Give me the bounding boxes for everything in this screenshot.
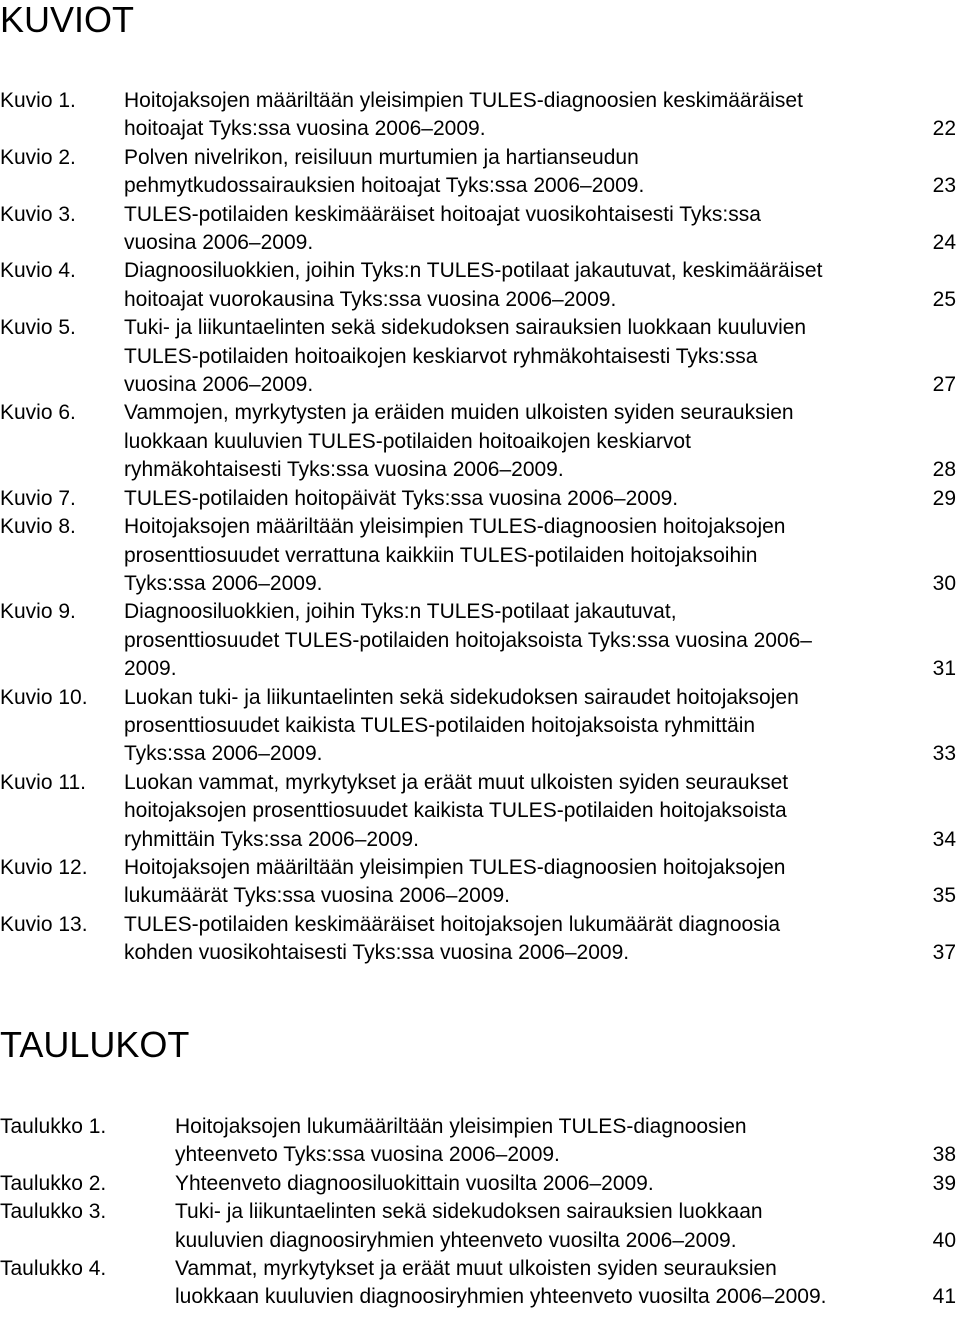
table-entry[interactable] bbox=[0, 1113, 960, 1170]
entry-page-number: 24 bbox=[932, 231, 956, 255]
entry-title-line: hoitoajat vuorokausina Tyks:ssa vuosina 2006–2009. bbox=[124, 287, 617, 311]
entry-page-number: 31 bbox=[932, 657, 956, 681]
entry-title-line: Vammojen, myrkytysten ja eräiden muiden ulkoisten syiden seurauksien bbox=[124, 401, 794, 425]
entry-page-number: 34 bbox=[932, 827, 956, 851]
entry-last-line bbox=[175, 1170, 960, 1198]
entry-body bbox=[175, 1170, 960, 1198]
entry-body bbox=[124, 769, 960, 854]
entry-label: Kuvio 4. bbox=[0, 259, 76, 283]
entry-body bbox=[124, 598, 960, 683]
table-entry[interactable] bbox=[0, 1198, 960, 1255]
entry-page-number: 30 bbox=[932, 571, 956, 595]
entry-body bbox=[124, 854, 960, 911]
taulukot-heading: TAULUKOT bbox=[0, 1024, 190, 1065]
entry-title-line: Luokan tuki- ja liikuntaelinten sekä sidekudoksen sairaudet hoitojaksojen bbox=[124, 685, 799, 709]
entry-last-line bbox=[124, 456, 960, 484]
entry-last-line bbox=[124, 570, 960, 598]
entry-title-line: lukumäärät Tyks:ssa vuosina 2006–2009. bbox=[124, 884, 511, 908]
entry-page-number: 22 bbox=[932, 117, 956, 141]
entry-title-line: prosenttiosuudet verrattuna kaikkiin TULES-potilaiden hoitojaksoihin bbox=[124, 543, 758, 567]
entry-title-line: Luokan vammat, myrkytykset ja eräät muut ulkoisten syiden seuraukset bbox=[124, 770, 789, 794]
entry-page-number: 40 bbox=[932, 1228, 956, 1252]
entry-page-number: 38 bbox=[932, 1143, 956, 1167]
entry-title-line: luokkaan kuuluvien diagnoosiryhmien yhteenveto vuosilta 2006–2009. bbox=[175, 1285, 827, 1309]
entry-body bbox=[124, 144, 960, 201]
table-entry[interactable] bbox=[0, 1170, 960, 1198]
entry-last-line bbox=[124, 655, 960, 683]
entry-title-line: TULES-potilaiden hoitopäivät Tyks:ssa vuosina 2006–2009. bbox=[124, 486, 679, 510]
entry-page-number: 28 bbox=[932, 458, 956, 482]
entry-label: Kuvio 11. bbox=[0, 770, 86, 794]
entry-title-line: kuuluvien diagnoosiryhmien yhteenveto vuosilta 2006–2009. bbox=[175, 1228, 737, 1252]
entry-title-line: Diagnoosiluokkien, joihin Tyks:n TULES-potilaat jakautuvat, bbox=[124, 600, 677, 624]
entry-title-line: luokkaan kuuluvien TULES-potilaiden hoitoaikojen keskiarvot bbox=[124, 429, 691, 453]
entry-title-line: Hoitojaksojen lukumääriltään yleisimpien TULES-diagnoosien bbox=[175, 1115, 747, 1138]
figure-entry[interactable] bbox=[0, 399, 960, 484]
kuviot-heading: KUVIOT bbox=[0, 0, 135, 40]
entry-last-line bbox=[175, 1227, 960, 1255]
figure-entry[interactable] bbox=[0, 769, 960, 854]
entry-title-line: pehmytkudossairauksien hoitoajat Tyks:ssa 2006–2009. bbox=[124, 174, 645, 198]
entry-title-line: Hoitojaksojen määriltään yleisimpien TULES-diagnoosien hoitojaksojen bbox=[124, 515, 786, 539]
entry-body bbox=[175, 1198, 960, 1255]
entry-title-line: Tuki- ja liikuntaelinten sekä sidekudoksen sairauksien luokkaan bbox=[175, 1200, 763, 1224]
entry-last-line bbox=[124, 115, 960, 143]
entry-last-line bbox=[124, 740, 960, 768]
entry-last-line bbox=[175, 1283, 960, 1311]
figure-list bbox=[0, 87, 960, 968]
entry-label: Kuvio 5. bbox=[0, 316, 76, 340]
entry-title-line: Polven nivelrikon, reisiluun murtumien ja hartianseudun bbox=[124, 145, 639, 169]
entry-page-number: 41 bbox=[932, 1285, 956, 1309]
entry-body bbox=[124, 485, 960, 513]
figure-entry[interactable] bbox=[0, 911, 960, 968]
entry-label: Taulukko 3. bbox=[0, 1200, 107, 1224]
entry-label: Kuvio 10. bbox=[0, 685, 88, 709]
entry-title-line: hoitoajat Tyks:ssa vuosina 2006–2009. bbox=[124, 117, 486, 141]
entry-body bbox=[124, 684, 960, 769]
entry-title-line: kohden vuosikohtaisesti Tyks:ssa vuosina 2006–2009. bbox=[124, 941, 630, 965]
entry-body bbox=[124, 911, 960, 968]
entry-title-line: prosenttiosuudet kaikista TULES-potilaiden hoitojaksoista ryhmittäin bbox=[124, 713, 756, 737]
figure-entry[interactable] bbox=[0, 854, 960, 911]
entry-title-line: Hoitojaksojen määriltään yleisimpien TULES-diagnoosien hoitojaksojen bbox=[124, 855, 786, 879]
entry-title-line: prosenttiosuudet TULES-potilaiden hoitojaksoista Tyks:ssa vuosina 2006– bbox=[124, 628, 812, 652]
entry-title-line: vuosina 2006–2009. bbox=[124, 231, 314, 255]
entry-title-line: Tuki- ja liikuntaelinten sekä sidekudoksen sairauksien luokkaan kuuluvien bbox=[124, 316, 807, 340]
entry-title-line: Diagnoosiluokkien, joihin Tyks:n TULES-potilaat jakautuvat, keskimääräiset bbox=[124, 259, 823, 283]
entry-last-line bbox=[124, 939, 960, 967]
entry-title-line: Vammat, myrkytykset ja eräät muut ulkoisten syiden seurauksien bbox=[175, 1257, 777, 1281]
entry-body bbox=[175, 1113, 960, 1170]
entry-page-number: 33 bbox=[932, 742, 956, 766]
entry-page-number: 37 bbox=[932, 941, 956, 965]
entry-label: Kuvio 1. bbox=[0, 89, 76, 112]
entry-page-number: 39 bbox=[932, 1171, 956, 1195]
entry-label: Kuvio 8. bbox=[0, 515, 76, 539]
entry-label: Taulukko 4. bbox=[0, 1257, 107, 1281]
entry-label: Kuvio 12. bbox=[0, 855, 88, 879]
entry-last-line bbox=[124, 286, 960, 314]
entry-label: Kuvio 2. bbox=[0, 145, 76, 169]
entry-body bbox=[124, 314, 960, 399]
figure-entry[interactable] bbox=[0, 598, 960, 683]
entry-label: Kuvio 9. bbox=[0, 600, 76, 624]
entry-body bbox=[124, 87, 960, 144]
entry-body bbox=[124, 201, 960, 258]
entry-title-line: Yhteenveto diagnoosiluokittain vuosilta 2006–2009. bbox=[175, 1171, 654, 1195]
entry-title-line: TULES-potilaiden keskimääräiset hoitoajat vuosikohtaisesti Tyks:ssa bbox=[124, 202, 761, 226]
table-list bbox=[0, 1113, 960, 1312]
entry-label: Kuvio 6. bbox=[0, 401, 76, 425]
figure-entry[interactable] bbox=[0, 513, 960, 598]
entry-title-line: yhteenveto Tyks:ssa vuosina 2006–2009. bbox=[175, 1143, 560, 1167]
figure-entry[interactable] bbox=[0, 257, 960, 314]
entry-page-number: 27 bbox=[932, 373, 956, 397]
figure-entry[interactable] bbox=[0, 201, 960, 258]
entry-title-line: vuosina 2006–2009. bbox=[124, 373, 314, 397]
entry-last-line bbox=[175, 1141, 960, 1169]
figure-entry[interactable] bbox=[0, 87, 960, 144]
entry-title-line: hoitojaksojen prosenttiosuudet kaikista TULES-potilaiden hoitojaksoista bbox=[124, 799, 787, 823]
entry-title-line: TULES-potilaiden hoitoaikojen keskiarvot ryhmäkohtaisesti Tyks:ssa bbox=[124, 344, 758, 368]
entry-body bbox=[175, 1255, 960, 1312]
entry-last-line bbox=[124, 229, 960, 257]
entry-body bbox=[124, 257, 960, 314]
figure-entry[interactable] bbox=[0, 684, 960, 769]
entry-title-line: Tyks:ssa 2006–2009. bbox=[124, 742, 323, 766]
entry-title-line: Hoitojaksojen määriltään yleisimpien TULES-diagnoosien keskimääräiset bbox=[124, 89, 803, 112]
table-entry[interactable] bbox=[0, 1255, 960, 1312]
entry-body bbox=[124, 513, 960, 598]
entry-title-line: 2009. bbox=[124, 657, 177, 681]
entry-label: Kuvio 3. bbox=[0, 202, 76, 226]
entry-title-line: Tyks:ssa 2006–2009. bbox=[124, 571, 323, 595]
entry-last-line bbox=[124, 172, 960, 200]
entry-last-line bbox=[124, 371, 960, 399]
figure-entry[interactable] bbox=[0, 314, 960, 399]
entry-last-line bbox=[124, 826, 960, 854]
entry-last-line bbox=[124, 485, 960, 513]
entry-title-line: TULES-potilaiden keskimääräiset hoitojaksojen lukumäärät diagnoosia bbox=[124, 912, 781, 936]
entry-title-line: ryhmittäin Tyks:ssa 2006–2009. bbox=[124, 827, 419, 851]
entry-label: Kuvio 7. bbox=[0, 486, 76, 510]
entry-last-line bbox=[124, 882, 960, 910]
entry-body bbox=[124, 399, 960, 484]
entry-page-number: 29 bbox=[932, 486, 956, 510]
entry-page-number: 35 bbox=[932, 884, 956, 908]
entry-page-number: 25 bbox=[932, 287, 956, 311]
entry-label: Taulukko 2. bbox=[0, 1171, 107, 1195]
entry-label: Kuvio 13. bbox=[0, 912, 88, 936]
entry-page-number: 23 bbox=[932, 174, 956, 198]
entry-label: Taulukko 1. bbox=[0, 1115, 107, 1138]
figure-entry[interactable] bbox=[0, 485, 960, 513]
figure-entry[interactable] bbox=[0, 144, 960, 201]
entry-title-line: ryhmäkohtaisesti Tyks:ssa vuosina 2006–2009. bbox=[124, 458, 564, 482]
